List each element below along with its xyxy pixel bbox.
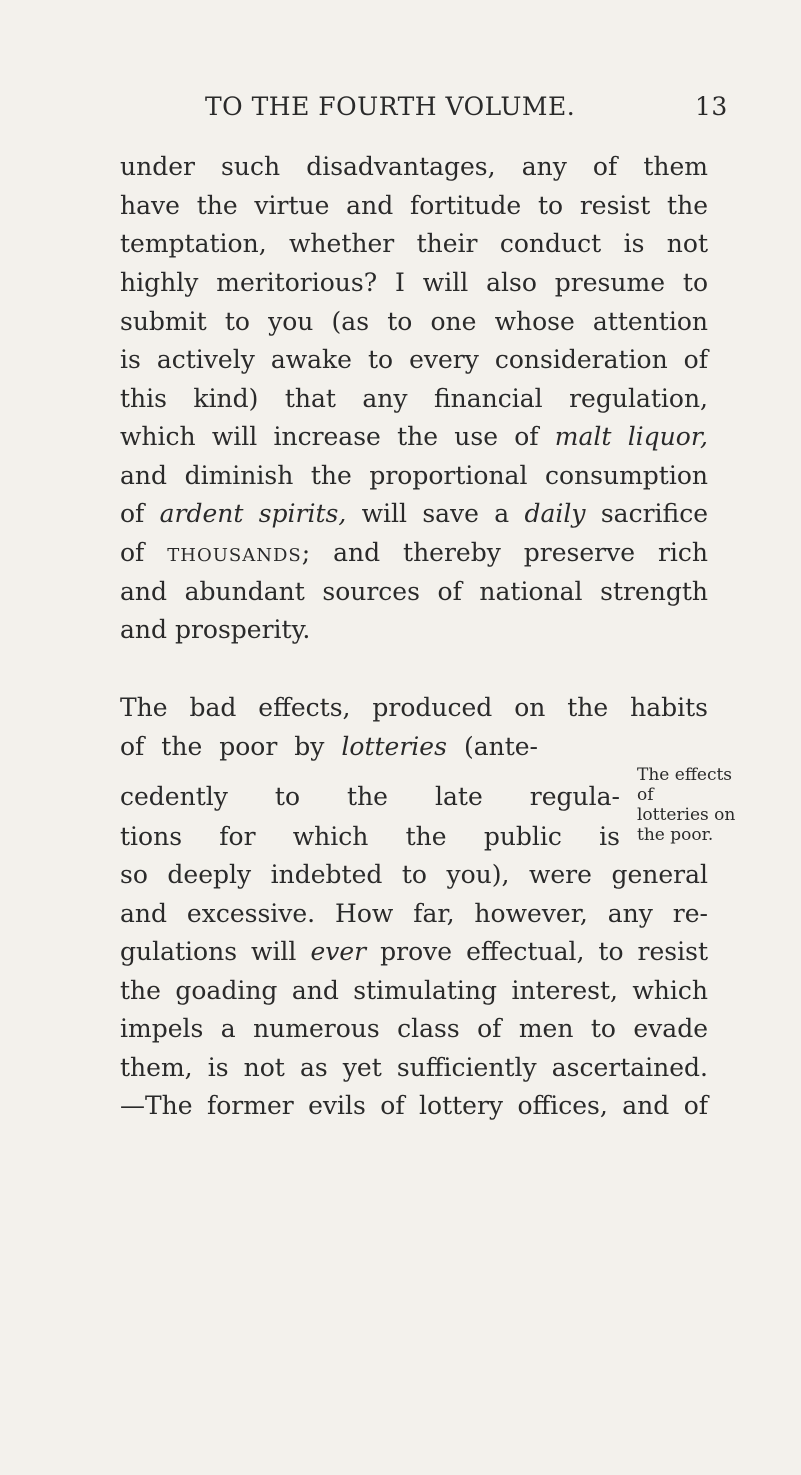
text-run: (ante- xyxy=(463,732,538,761)
margin-note-line: lotteries on xyxy=(637,805,736,825)
text-line xyxy=(120,730,538,764)
page-number: 13 xyxy=(695,92,728,121)
text-run: ; and thereby preserve rich xyxy=(301,538,708,567)
text-line: highly meritorious? I will also presume to xyxy=(120,268,708,297)
italic-term: daily xyxy=(524,499,586,528)
text-line: The bad effects, produced on the habits xyxy=(120,693,708,722)
italic-term: malt liquor, xyxy=(554,422,708,451)
text-run: will save a xyxy=(361,499,510,528)
text-line: cedently to the late regula- xyxy=(120,782,620,811)
margin-note xyxy=(637,765,747,845)
text-line: under such disadvantages, any of them xyxy=(120,152,708,181)
text-line: tions for which the public is xyxy=(120,822,620,851)
text-line: impels a numerous class of men to evade xyxy=(120,1014,708,1043)
margin-note-line: The effects of xyxy=(637,765,733,805)
text-line xyxy=(120,536,708,570)
text-line: the goading and stimulating interest, which xyxy=(120,976,708,1005)
small-caps-term: thousands xyxy=(167,538,302,567)
italic-term: ever xyxy=(310,937,367,966)
text-line: —The former evils of lottery offices, and of xyxy=(120,1091,708,1120)
margin-note-line: the poor. xyxy=(637,825,714,845)
text-line: so deeply indebted to you), were general xyxy=(120,860,708,889)
text-run: of the poor by xyxy=(120,732,325,761)
italic-term: lotteries xyxy=(341,732,447,761)
text-line: and diminish the proportional consumption xyxy=(120,461,708,490)
text-run: gulations will xyxy=(120,937,297,966)
text-line: is actively awake to every consideration of xyxy=(120,345,708,374)
text-run: which will increase the use of xyxy=(120,422,539,451)
text-line: and abundant sources of national strength xyxy=(120,577,708,606)
text-line: them, is not as yet sufficiently ascertained. xyxy=(120,1053,708,1082)
text-line: temptation, whether their conduct is not xyxy=(120,229,708,258)
text-run: sacrifice xyxy=(600,499,708,528)
text-run: prove effectual, to resist xyxy=(380,937,708,966)
text-line xyxy=(120,420,708,454)
text-line xyxy=(120,935,708,969)
text-line: have the virtue and fortitude to resist the xyxy=(120,191,708,220)
text-line: this kind) that any financial regulation, xyxy=(120,384,708,413)
text-line xyxy=(120,497,708,531)
text-run: of xyxy=(120,538,145,567)
running-head: TO THE FOURTH VOLUME. xyxy=(205,92,576,121)
italic-term: ardent spirits, xyxy=(159,499,347,528)
text-line: submit to you (as to one whose attention xyxy=(120,307,708,336)
text-line: and prosperity. xyxy=(120,615,311,644)
text-run: of xyxy=(120,499,145,528)
text-line: and excessive. How far, however, any re- xyxy=(120,899,708,928)
